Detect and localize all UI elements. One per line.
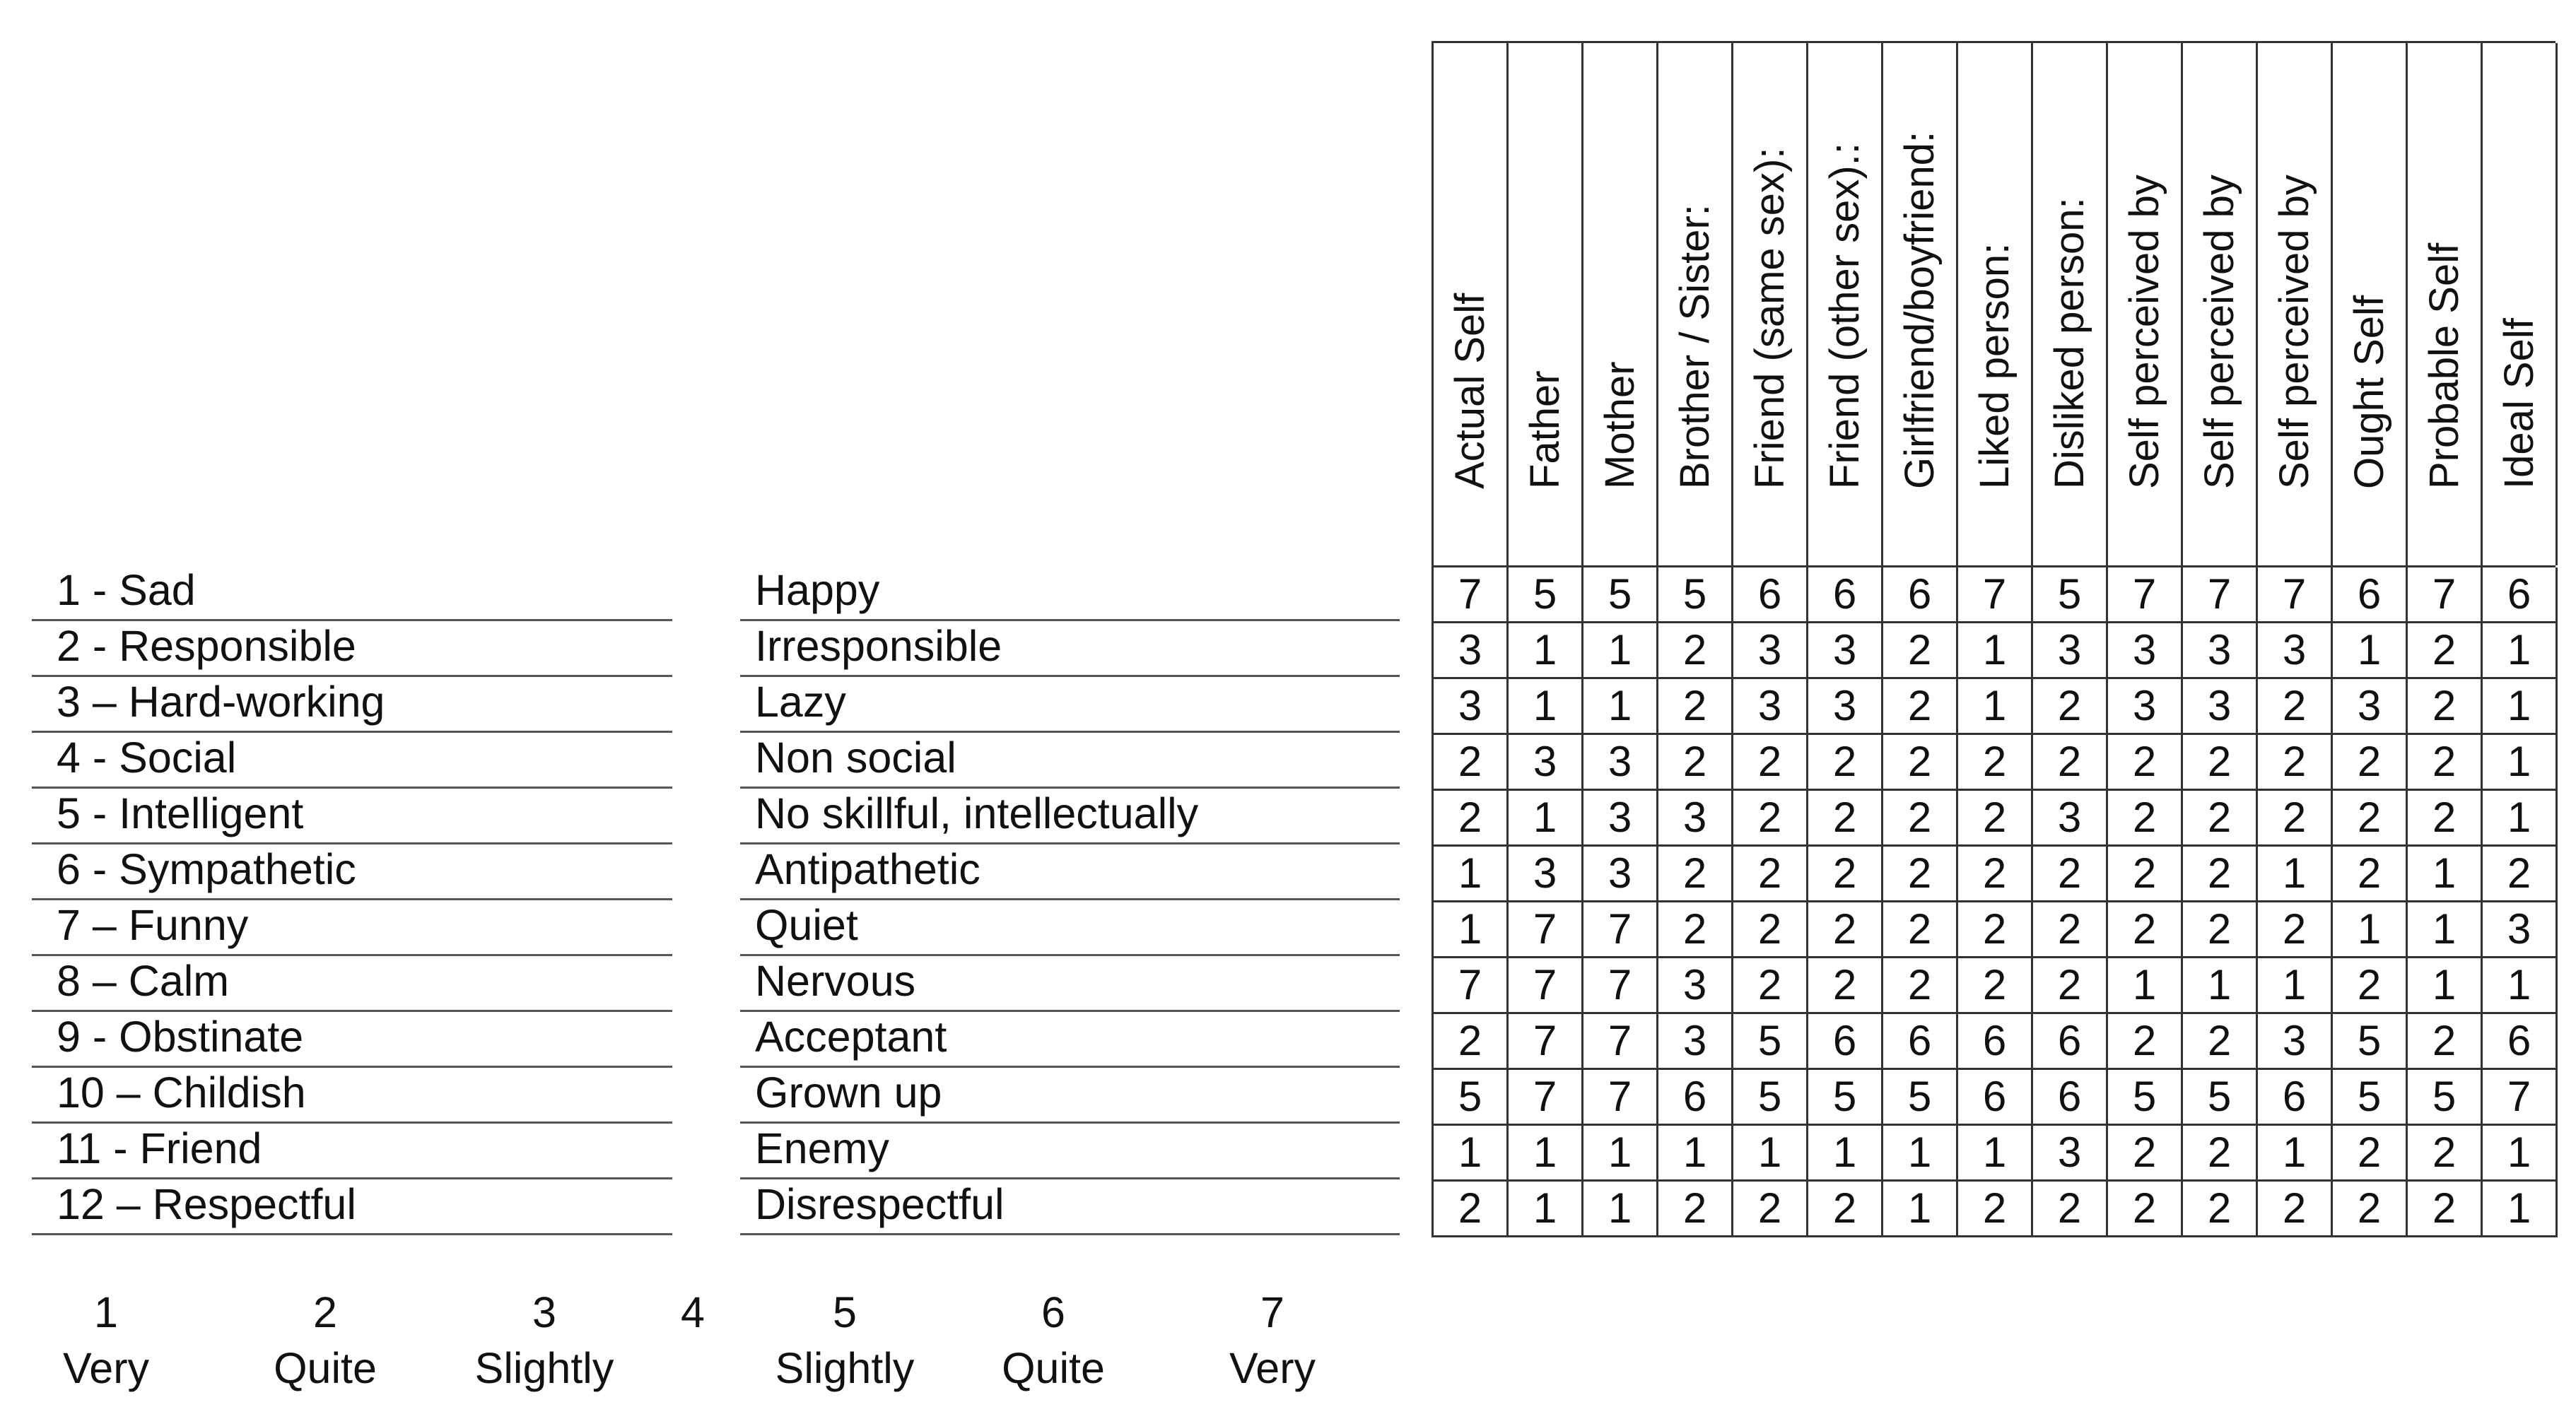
left-pole-underline [32, 1233, 672, 1235]
rating-cell: 2 [2333, 1182, 2408, 1237]
rating-cell: 1 [2333, 902, 2408, 958]
rating-cell: 2 [1883, 679, 1958, 735]
column-header-row [1432, 41, 2555, 565]
rating-cell: 1 [1808, 1126, 1883, 1182]
rating-cell: 1 [1958, 679, 2033, 735]
rating-cell: 6 [2033, 1014, 2108, 1070]
construct-right-pole: Grown up [755, 1068, 942, 1117]
rating-cell: 3 [2183, 679, 2258, 735]
rating-cell: 5 [1808, 1070, 1883, 1126]
rating-cell: 3 [1658, 1014, 1733, 1070]
column-header-label: Brother / Sister: [1671, 204, 1718, 489]
construct-left-pole: 5 - Intelligent [57, 789, 304, 837]
construct-left-pole: 12 – Respectful [57, 1180, 356, 1228]
rating-cell: 3 [2033, 623, 2108, 679]
rating-cell: 2 [1958, 791, 2033, 847]
scale-number: 1 [94, 1288, 118, 1336]
construct-left-pole: 3 – Hard-working [57, 678, 385, 726]
rating-cell: 2 [1733, 958, 1808, 1014]
rating-cell: 2 [2333, 847, 2408, 902]
rating-cell: 2 [1808, 735, 1883, 791]
column-header-label: Actual Self [1446, 293, 1493, 489]
rating-cell: 2 [1733, 902, 1808, 958]
column-header [2108, 43, 2183, 565]
rating-cell: 2 [2108, 1014, 2183, 1070]
column-header [2408, 43, 2483, 565]
scale-descriptor: Very [62, 1344, 150, 1393]
rating-cell: 2 [2183, 1182, 2258, 1237]
rating-cell: 2 [2408, 735, 2483, 791]
column-header-label: Father [1521, 370, 1568, 489]
rating-cell: 6 [2483, 1014, 2558, 1070]
rating-cell: 2 [2408, 623, 2483, 679]
rating-cell: 2 [2183, 791, 2258, 847]
rating-cell: 1 [1658, 1126, 1733, 1182]
column-header-label: Disliked person: [2046, 197, 2092, 489]
rating-cell: 7 [1509, 958, 1583, 1014]
rating-cell: 3 [2333, 679, 2408, 735]
column-header-label: Mother [1596, 361, 1643, 489]
construct-row [32, 1012, 1432, 1068]
scale-number: 2 [313, 1288, 337, 1336]
rating-cell: 3 [2483, 902, 2558, 958]
rating-cell: 3 [1808, 679, 1883, 735]
rating-cell: 1 [2483, 679, 2558, 735]
rating-cell: 2 [2408, 1126, 2483, 1182]
rating-cell: 2 [1658, 902, 1733, 958]
construct-left-pole: 11 - Friend [57, 1124, 262, 1172]
rating-cell: 3 [1434, 679, 1509, 735]
rating-cell: 2 [1808, 847, 1883, 902]
right-pole-underline [740, 1233, 1400, 1235]
rating-cell: 5 [1583, 567, 1658, 623]
rating-cell: 5 [2333, 1014, 2408, 1070]
rating-cell: 5 [1509, 567, 1583, 623]
scale-number: 7 [1260, 1288, 1284, 1336]
rating-cell: 3 [1733, 679, 1808, 735]
rating-cell: 2 [1958, 902, 2033, 958]
rating-cell: 1 [1509, 791, 1583, 847]
column-header [2258, 43, 2333, 565]
column-header-label: Girlfriend/boyfriend: [1896, 131, 1943, 489]
column-header [1658, 43, 1733, 565]
rating-cell: 6 [1808, 567, 1883, 623]
rating-cell: 3 [2258, 623, 2333, 679]
construct-row [32, 733, 1432, 789]
rating-cell: 3 [1583, 847, 1658, 902]
column-header-label: Self perceived by [2121, 175, 2167, 489]
rating-cell: 2 [2258, 902, 2333, 958]
rating-cell: 3 [1733, 623, 1808, 679]
column-header [1509, 43, 1583, 565]
rating-cell: 1 [1583, 679, 1658, 735]
construct-row [32, 844, 1432, 900]
construct-row [32, 1179, 1432, 1235]
rating-cell: 1 [1509, 623, 1583, 679]
rating-cell: 1 [2483, 735, 2558, 791]
rating-cell: 7 [1434, 958, 1509, 1014]
rating-cell: 2 [2408, 1182, 2483, 1237]
rating-cell: 5 [1883, 1070, 1958, 1126]
column-header [2183, 43, 2258, 565]
rating-cell: 2 [1958, 735, 2033, 791]
rating-cell: 6 [2333, 567, 2408, 623]
rating-cell: 6 [2033, 1070, 2108, 1126]
rating-cell: 2 [2408, 791, 2483, 847]
rating-scale-legend [0, 1285, 1414, 1412]
rating-cell: 2 [2258, 1182, 2333, 1237]
construct-right-pole: Non social [755, 734, 956, 782]
rating-cell: 2 [1958, 847, 2033, 902]
rating-cell: 2 [2183, 735, 2258, 791]
scale-descriptor: Slightly [474, 1344, 614, 1393]
column-header [2333, 43, 2408, 565]
column-header [2483, 43, 2558, 565]
rating-cell: 1 [2483, 1126, 2558, 1182]
rating-cell: 2 [1883, 847, 1958, 902]
rating-cell: 1 [2483, 791, 2558, 847]
rating-cell: 1 [2108, 958, 2183, 1014]
construct-row [32, 1068, 1432, 1124]
rating-cell: 7 [1583, 1070, 1658, 1126]
rating-cell: 2 [1958, 1182, 2033, 1237]
rating-cell: 3 [1509, 847, 1583, 902]
rating-cell: 3 [2108, 623, 2183, 679]
rating-cell: 3 [1583, 735, 1658, 791]
construct-left-pole: 7 – Funny [57, 901, 249, 949]
rating-cell: 7 [1958, 567, 2033, 623]
rating-cell: 2 [1434, 735, 1509, 791]
column-header [1808, 43, 1883, 565]
rating-cell: 3 [1583, 791, 1658, 847]
construct-labels [32, 565, 1432, 1235]
scale-descriptor: Slightly [775, 1344, 915, 1393]
rating-cell: 2 [1883, 791, 1958, 847]
column-header-label: Self perceived by [2196, 175, 2242, 489]
rating-cell: 1 [1883, 1126, 1958, 1182]
construct-right-pole: Antipathetic [755, 845, 980, 893]
rating-cell: 6 [1808, 1014, 1883, 1070]
construct-right-pole: Disrespectful [755, 1180, 1005, 1228]
rating-cell: 2 [1733, 1182, 1808, 1237]
column-header [2033, 43, 2108, 565]
rating-cell: 5 [2033, 567, 2108, 623]
rating-cell: 2 [1658, 847, 1733, 902]
rating-cell: 2 [2408, 679, 2483, 735]
rating-cell: 2 [2183, 847, 2258, 902]
construct-right-pole: Happy [755, 566, 880, 614]
construct-row [32, 621, 1432, 677]
column-header [1958, 43, 2033, 565]
rating-cell: 2 [1434, 1014, 1509, 1070]
rating-cell: 3 [2183, 623, 2258, 679]
construct-row [32, 677, 1432, 733]
rating-cell: 3 [1509, 735, 1583, 791]
rating-cell: 2 [2033, 958, 2108, 1014]
rating-cell: 2 [2333, 1126, 2408, 1182]
rating-cell: 5 [2333, 1070, 2408, 1126]
scale-number: 4 [681, 1288, 705, 1336]
rating-cell: 2 [1434, 791, 1509, 847]
rating-cell: 2 [2108, 791, 2183, 847]
column-header-label: Liked person: [1971, 242, 2018, 489]
rating-cell: 2 [2333, 735, 2408, 791]
rating-cell: 7 [2108, 567, 2183, 623]
rating-cell: 6 [1883, 1014, 1958, 1070]
rating-cell: 3 [2033, 791, 2108, 847]
construct-row [32, 1124, 1432, 1179]
rating-cell: 3 [1434, 623, 1509, 679]
rating-cell: 7 [2258, 567, 2333, 623]
column-header-label: Friend (other sex).: [1821, 143, 1868, 489]
rating-cell: 2 [1733, 791, 1808, 847]
rating-cell: 1 [1509, 679, 1583, 735]
construct-row [32, 900, 1432, 956]
rating-cell: 7 [1509, 1014, 1583, 1070]
rating-cell: 1 [2483, 623, 2558, 679]
rating-cell: 6 [2483, 567, 2558, 623]
rating-cell: 2 [2033, 847, 2108, 902]
rating-cell: 2 [2483, 847, 2558, 902]
rating-cell: 2 [2258, 679, 2333, 735]
rating-cell: 2 [2183, 1126, 2258, 1182]
rating-cell: 2 [1658, 735, 1733, 791]
rating-cell: 1 [1958, 623, 2033, 679]
rating-cell: 2 [2258, 735, 2333, 791]
rating-cell: 2 [1658, 679, 1733, 735]
rating-cell: 2 [1883, 902, 1958, 958]
scale-point [0, 1285, 212, 1397]
construct-left-pole: 2 - Responsible [57, 622, 356, 670]
rating-cell: 2 [1658, 1182, 1733, 1237]
rating-cell: 7 [1509, 902, 1583, 958]
rating-cell: 5 [1733, 1014, 1808, 1070]
rating-cell: 2 [2333, 791, 2408, 847]
rating-cell: 2 [2108, 1126, 2183, 1182]
rating-cell: 2 [1808, 791, 1883, 847]
rating-cell: 1 [1434, 847, 1509, 902]
construct-right-pole: Lazy [755, 678, 846, 726]
rating-cell: 2 [1808, 1182, 1883, 1237]
rating-cell: 1 [2483, 958, 2558, 1014]
scale-point [1166, 1285, 1378, 1397]
ratings-grid [1432, 565, 2555, 1237]
rating-cell: 2 [1733, 735, 1808, 791]
construct-right-pole: Acceptant [755, 1013, 947, 1061]
construct-left-pole: 8 – Calm [57, 957, 230, 1005]
construct-right-pole: Quiet [755, 901, 858, 949]
rating-cell: 1 [2333, 623, 2408, 679]
column-header [1733, 43, 1808, 565]
rating-cell: 5 [1733, 1070, 1808, 1126]
rating-cell: 7 [1583, 902, 1658, 958]
construct-left-pole: 10 – Childish [57, 1068, 306, 1117]
rating-cell: 2 [1808, 902, 1883, 958]
rating-cell: 1 [2408, 847, 2483, 902]
column-header-label: Friend (same sex): [1746, 147, 1793, 489]
rating-cell: 2 [2033, 735, 2108, 791]
rating-cell: 1 [1509, 1126, 1583, 1182]
rating-cell: 3 [2258, 1014, 2333, 1070]
rating-cell: 6 [1658, 1070, 1733, 1126]
rating-cell: 6 [1883, 567, 1958, 623]
rating-cell: 5 [2408, 1070, 2483, 1126]
rating-cell: 2 [2108, 1182, 2183, 1237]
rating-cell: 7 [2483, 1070, 2558, 1126]
rating-cell: 1 [1583, 623, 1658, 679]
rating-cell: 2 [2333, 958, 2408, 1014]
column-header [1434, 43, 1509, 565]
rating-cell: 2 [2258, 791, 2333, 847]
rating-cell: 1 [1883, 1182, 1958, 1237]
rating-cell: 2 [1958, 958, 2033, 1014]
scale-point [947, 1285, 1159, 1397]
rating-cell: 1 [1434, 902, 1509, 958]
rating-cell: 7 [2183, 567, 2258, 623]
construct-right-pole: No skillful, intellectually [755, 789, 1199, 837]
rating-cell: 2 [2183, 902, 2258, 958]
construct-row [32, 956, 1432, 1012]
rating-cell: 3 [2108, 679, 2183, 735]
rating-cell: 1 [1583, 1126, 1658, 1182]
column-header [1583, 43, 1658, 565]
construct-right-pole: Nervous [755, 957, 916, 1005]
rating-cell: 5 [2108, 1070, 2183, 1126]
rating-cell: 6 [1733, 567, 1808, 623]
scale-point [219, 1285, 431, 1397]
rating-cell: 1 [2408, 902, 2483, 958]
rating-cell: 1 [1509, 1182, 1583, 1237]
rating-cell: 2 [2108, 847, 2183, 902]
rating-cell: 5 [2183, 1070, 2258, 1126]
construct-right-pole: Enemy [755, 1124, 889, 1172]
rating-cell: 2 [1883, 735, 1958, 791]
rating-cell: 1 [2183, 958, 2258, 1014]
rating-cell: 2 [2033, 679, 2108, 735]
rating-cell: 6 [2258, 1070, 2333, 1126]
construct-left-pole: 9 - Obstinate [57, 1013, 304, 1061]
rating-cell: 6 [1958, 1014, 2033, 1070]
scale-number: 5 [833, 1288, 857, 1336]
rating-cell: 2 [2033, 1182, 2108, 1237]
construct-right-pole: Irresponsible [755, 622, 1002, 670]
column-header [1883, 43, 1958, 565]
construct-left-pole: 6 - Sympathetic [57, 845, 356, 893]
rating-cell: 2 [2033, 902, 2108, 958]
rating-cell: 2 [2408, 1014, 2483, 1070]
rating-cell: 2 [1434, 1182, 1509, 1237]
rating-cell: 2 [2183, 1014, 2258, 1070]
rating-cell: 1 [1434, 1126, 1509, 1182]
rating-cell: 2 [1808, 958, 1883, 1014]
construct-row [32, 789, 1432, 844]
rating-cell: 6 [1958, 1070, 2033, 1126]
rating-cell: 5 [1434, 1070, 1509, 1126]
column-header-label: Self perceived by [2271, 175, 2317, 489]
rating-cell: 3 [2033, 1126, 2108, 1182]
rating-cell: 7 [1434, 567, 1509, 623]
rating-cell: 1 [2258, 958, 2333, 1014]
construct-row [32, 565, 1432, 621]
column-header-label: Probable Self [2420, 242, 2467, 489]
rating-cell: 1 [1958, 1126, 2033, 1182]
rating-cell: 1 [2258, 847, 2333, 902]
rating-cell: 2 [1658, 623, 1733, 679]
scale-descriptor: Quite [274, 1344, 377, 1393]
scale-number: 3 [532, 1288, 556, 1336]
scale-descriptor: Very [1229, 1344, 1316, 1393]
construct-left-pole: 4 - Social [57, 734, 237, 782]
column-header-label: Ought Self [2346, 295, 2392, 489]
rating-cell: 1 [1733, 1126, 1808, 1182]
rating-cell: 2 [1883, 623, 1958, 679]
rating-cell: 1 [2408, 958, 2483, 1014]
rating-cell: 7 [1509, 1070, 1583, 1126]
rating-cell: 7 [1583, 958, 1658, 1014]
rating-cell: 7 [1583, 1014, 1658, 1070]
rating-cell: 7 [2408, 567, 2483, 623]
rating-cell: 5 [1658, 567, 1733, 623]
scale-point [739, 1285, 951, 1397]
column-header-label: Ideal Self [2495, 318, 2542, 489]
construct-left-pole: 1 - Sad [57, 566, 196, 614]
rating-cell: 3 [1658, 958, 1733, 1014]
scale-number: 6 [1041, 1288, 1065, 1336]
rating-cell: 1 [1583, 1182, 1658, 1237]
rating-cell: 1 [2483, 1182, 2558, 1237]
rating-cell: 2 [2108, 735, 2183, 791]
rating-cell: 2 [1883, 958, 1958, 1014]
rating-cell: 3 [1808, 623, 1883, 679]
rating-cell: 1 [2258, 1126, 2333, 1182]
rating-cell: 3 [1658, 791, 1733, 847]
scale-descriptor: Quite [1002, 1344, 1105, 1393]
rating-cell: 2 [2108, 902, 2183, 958]
rating-cell: 2 [1733, 847, 1808, 902]
